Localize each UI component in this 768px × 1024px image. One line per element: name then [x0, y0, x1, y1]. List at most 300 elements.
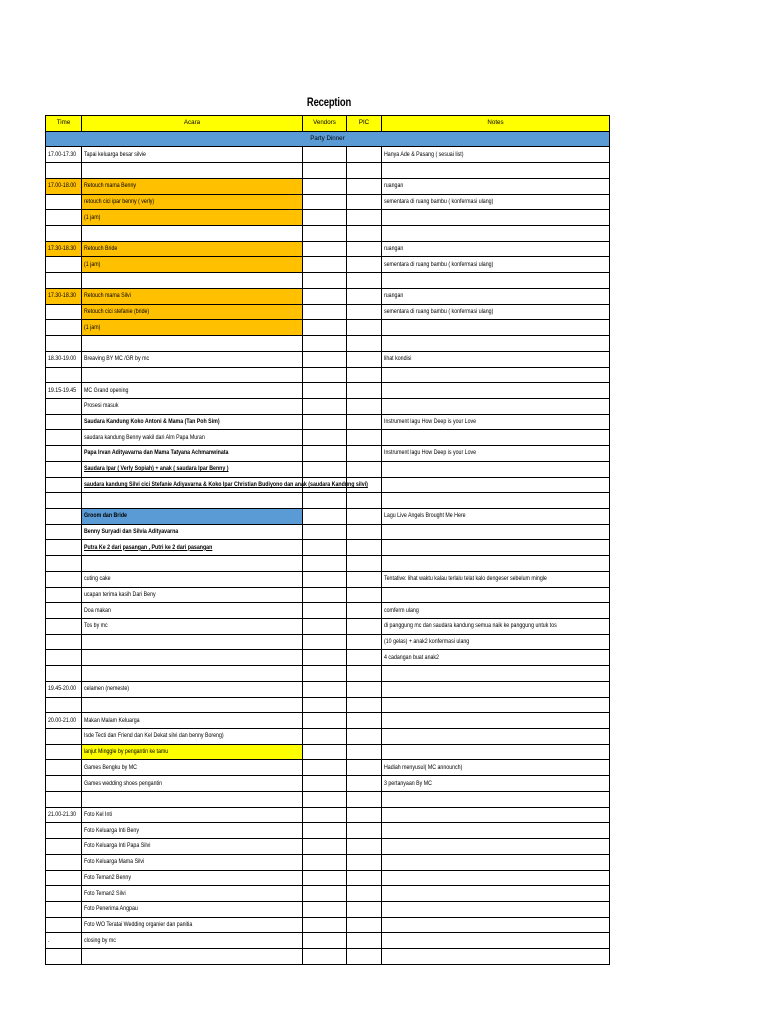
time-cell: . [46, 933, 82, 949]
time-cell [46, 839, 82, 855]
notes-cell [382, 744, 610, 760]
vendors-cell [303, 854, 347, 870]
notes-cell [382, 666, 610, 682]
pic-cell [347, 917, 382, 933]
vendors-cell [303, 414, 347, 430]
time-cell [46, 744, 82, 760]
acara-cell: Retouch mama Silvi [82, 288, 303, 304]
table-row [46, 713, 610, 729]
vendors-cell [303, 147, 347, 163]
time-cell: 17.00-18.00 [46, 178, 82, 194]
table-row [46, 933, 610, 949]
page-title: Reception [306, 97, 352, 109]
time-cell: 18.30-19.00 [46, 351, 82, 367]
table-row [46, 854, 610, 870]
time-cell [46, 194, 82, 210]
acara-cell: Foto Kel Inti [82, 807, 303, 823]
table-row [46, 807, 610, 823]
pic-cell [347, 760, 382, 776]
pic-cell [347, 713, 382, 729]
acara-cell: Makan Malam Keluarga [82, 713, 303, 729]
pic-cell [347, 886, 382, 902]
time-cell [46, 697, 82, 713]
table-row [46, 776, 610, 792]
table-row [46, 619, 610, 635]
time-cell [46, 461, 82, 477]
vendors-cell [303, 634, 347, 650]
time-cell [46, 901, 82, 917]
table-row [46, 163, 610, 179]
vendors-cell [303, 744, 347, 760]
pic-cell [347, 556, 382, 572]
acara-cell: Groom dan Bride [82, 508, 303, 524]
notes-cell [382, 886, 610, 902]
acara-cell: cuting cake [82, 571, 303, 587]
pic-cell [347, 273, 382, 289]
pic-cell [347, 666, 382, 682]
time-cell [46, 367, 82, 383]
vendors-cell [303, 226, 347, 242]
vendors-cell [303, 163, 347, 179]
acara-cell [82, 163, 303, 179]
schedule-table [45, 115, 610, 965]
notes-cell: comferm ulang [382, 603, 610, 619]
pic-cell [347, 304, 382, 320]
time-cell [46, 477, 82, 493]
notes-cell [382, 901, 610, 917]
time-cell [46, 398, 82, 414]
table-row [46, 351, 610, 367]
acara-cell [82, 634, 303, 650]
pic-cell [347, 540, 382, 556]
notes-cell [382, 383, 610, 399]
pic-cell [347, 414, 382, 430]
table-row [46, 760, 610, 776]
vendors-cell [303, 430, 347, 446]
table-row [46, 210, 610, 226]
acara-cell: Prosesi masuk [82, 398, 303, 414]
time-cell [46, 634, 82, 650]
time-cell: 17.30-18.30 [46, 288, 82, 304]
notes-cell: ruangan [382, 288, 610, 304]
table-row [46, 650, 610, 666]
notes-cell [382, 461, 610, 477]
time-cell [46, 304, 82, 320]
notes-cell [382, 477, 610, 493]
notes-cell: 3 pertanyaan By MC [382, 776, 610, 792]
vendors-cell [303, 257, 347, 273]
notes-cell [382, 430, 610, 446]
pic-cell [347, 257, 382, 273]
vendors-cell [303, 367, 347, 383]
pic-cell [347, 901, 382, 917]
section-row [46, 131, 610, 147]
acara-cell [82, 949, 303, 965]
table-row [46, 336, 610, 352]
vendors-cell [303, 288, 347, 304]
acara-cell: Retouch Bride [82, 241, 303, 257]
acara-cell: Foto Keluarga Mama Silvi [82, 854, 303, 870]
pic-cell [347, 351, 382, 367]
pic-cell [347, 241, 382, 257]
acara-cell: retouch cici ipar benny ( verly) [82, 194, 303, 210]
pic-cell [347, 508, 382, 524]
acara-cell: MC Grand opening [82, 383, 303, 399]
table-row [46, 917, 610, 933]
notes-cell [382, 524, 610, 540]
time-cell [46, 949, 82, 965]
table-row [46, 226, 610, 242]
time-cell [46, 556, 82, 572]
table-row [46, 147, 610, 163]
time-cell [46, 524, 82, 540]
table-row [46, 304, 610, 320]
table-row [46, 886, 610, 902]
acara-cell: Games wedding shoes pengantin [82, 776, 303, 792]
time-cell [46, 823, 82, 839]
acara-cell: Foto Keluarga Inti Beny [82, 823, 303, 839]
notes-cell: ruangan [382, 178, 610, 194]
vendors-cell [303, 697, 347, 713]
notes-cell [382, 854, 610, 870]
notes-cell [382, 697, 610, 713]
table-row [46, 571, 610, 587]
notes-cell [382, 791, 610, 807]
time-cell [46, 257, 82, 273]
table-row [46, 839, 610, 855]
table-row [46, 823, 610, 839]
vendors-cell [303, 178, 347, 194]
vendors-cell [303, 917, 347, 933]
vendors-cell [303, 210, 347, 226]
vendors-cell [303, 807, 347, 823]
section-label: Party Dinner [46, 131, 610, 147]
table-row [46, 870, 610, 886]
notes-cell: (10 gelas) + anak2 konfermasi ulang [382, 634, 610, 650]
acara-cell: (1 jam) [82, 210, 303, 226]
table-row [46, 603, 610, 619]
acara-cell [82, 336, 303, 352]
pic-cell [347, 226, 382, 242]
time-cell [46, 587, 82, 603]
vendors-cell [303, 666, 347, 682]
acara-cell: (1 jam) [82, 257, 303, 273]
table-row [46, 681, 610, 697]
pic-cell [347, 744, 382, 760]
pic-cell [347, 194, 382, 210]
table-row [46, 446, 610, 462]
pic-cell [347, 210, 382, 226]
notes-cell: Tentative: lihat waktu kalau terlalu telat kalo dengeser sebelum mingle [382, 571, 610, 587]
vendors-cell [303, 351, 347, 367]
time-cell [46, 320, 82, 336]
time-cell [46, 446, 82, 462]
notes-cell [382, 681, 610, 697]
pic-cell [347, 571, 382, 587]
vendors-cell [303, 508, 347, 524]
header-acara: Acara [82, 116, 303, 132]
pic-cell [347, 430, 382, 446]
acara-cell: Saudara Ipar ( Verly Sopiah) + anak ( saudara Ipar Benny ) [82, 461, 303, 477]
notes-cell [382, 163, 610, 179]
notes-cell [382, 807, 610, 823]
pic-cell [347, 823, 382, 839]
table-row [46, 241, 610, 257]
vendors-cell [303, 556, 347, 572]
pic-cell [347, 933, 382, 949]
pic-cell [347, 807, 382, 823]
time-cell: 19.45-20.00 [46, 681, 82, 697]
pic-cell [347, 493, 382, 509]
time-cell [46, 729, 82, 745]
vendors-cell [303, 729, 347, 745]
notes-cell [382, 493, 610, 509]
notes-cell: Instrument lagu How Deep is your Love [382, 446, 610, 462]
time-cell [46, 650, 82, 666]
vendors-cell [303, 870, 347, 886]
vendors-cell [303, 791, 347, 807]
time-cell [46, 619, 82, 635]
vendors-cell [303, 571, 347, 587]
notes-cell: lihat kondisi [382, 351, 610, 367]
time-cell [46, 336, 82, 352]
vendors-cell [303, 398, 347, 414]
pic-cell [347, 461, 382, 477]
time-cell: 19.15-19.45 [46, 383, 82, 399]
acara-cell: Foto Teman2 Silvi [82, 886, 303, 902]
notes-cell: ruangan [382, 241, 610, 257]
notes-cell [382, 823, 610, 839]
pic-cell [347, 729, 382, 745]
vendors-cell [303, 446, 347, 462]
notes-cell [382, 320, 610, 336]
vendors-cell [303, 823, 347, 839]
acara-cell: Foto Keluarga Inti Papa Silvi [82, 839, 303, 855]
pic-cell [347, 587, 382, 603]
vendors-cell [303, 320, 347, 336]
table-row [46, 634, 610, 650]
acara-cell: Putra Ke 2 dari pasangan , Putri ke 2 dari pasangan [82, 540, 303, 556]
pic-cell [347, 650, 382, 666]
pic-cell [347, 870, 382, 886]
table-row [46, 194, 610, 210]
time-cell [46, 273, 82, 289]
vendors-cell [303, 886, 347, 902]
notes-cell [382, 713, 610, 729]
pic-cell [347, 320, 382, 336]
notes-cell [382, 917, 610, 933]
vendors-cell [303, 619, 347, 635]
time-cell [46, 870, 82, 886]
table-row [46, 430, 610, 446]
time-cell [46, 163, 82, 179]
pic-cell [347, 634, 382, 650]
time-cell [46, 776, 82, 792]
time-cell [46, 666, 82, 682]
acara-cell [82, 273, 303, 289]
pic-cell [347, 398, 382, 414]
vendors-cell [303, 273, 347, 289]
pic-cell [347, 697, 382, 713]
table-row [46, 666, 610, 682]
acara-cell [82, 666, 303, 682]
acara-cell: Papa Irvan Adityavarna dan Mama Tatyana Achmanwinata [82, 446, 303, 462]
time-cell [46, 414, 82, 430]
table-row [46, 367, 610, 383]
time-cell [46, 226, 82, 242]
table-row [46, 540, 610, 556]
pic-cell [347, 949, 382, 965]
pic-cell [347, 524, 382, 540]
header-time: Time [46, 116, 82, 132]
vendors-cell [303, 650, 347, 666]
vendors-cell [303, 524, 347, 540]
pic-cell [347, 854, 382, 870]
table-row [46, 524, 610, 540]
acara-cell: Foto Teman2 Benny [82, 870, 303, 886]
table-row [46, 257, 610, 273]
table-row [46, 729, 610, 745]
vendors-cell [303, 713, 347, 729]
time-cell [46, 210, 82, 226]
notes-cell [382, 587, 610, 603]
notes-cell: Instrument lagu How Deep is your Love [382, 414, 610, 430]
vendors-cell [303, 839, 347, 855]
pic-cell [347, 288, 382, 304]
pic-cell [347, 603, 382, 619]
time-cell [46, 508, 82, 524]
acara-cell: Foto WO Teratai Wedding organier dan panitia [82, 917, 303, 933]
notes-cell [382, 226, 610, 242]
time-cell [46, 493, 82, 509]
time-cell [46, 540, 82, 556]
vendors-cell [303, 493, 347, 509]
vendors-cell [303, 760, 347, 776]
vendors-cell [303, 304, 347, 320]
acara-cell [82, 226, 303, 242]
acara-cell: Saudara Kandung Koko Antoni & Mama (Tan Poh Sim) [82, 414, 303, 430]
time-cell [46, 791, 82, 807]
table-row [46, 414, 610, 430]
vendors-cell [303, 540, 347, 556]
time-cell: 20.00-21.00 [46, 713, 82, 729]
notes-cell [382, 949, 610, 965]
table-row [46, 178, 610, 194]
notes-cell [382, 336, 610, 352]
notes-cell: Lagu Live Angels Brought Me Here [382, 508, 610, 524]
time-cell [46, 571, 82, 587]
acara-cell: Retouch mama Benny [82, 178, 303, 194]
table-row [46, 461, 610, 477]
acara-cell [82, 697, 303, 713]
table-row [46, 398, 610, 414]
vendors-cell [303, 383, 347, 399]
pic-cell [347, 178, 382, 194]
acara-cell [82, 650, 303, 666]
notes-cell [382, 398, 610, 414]
pic-cell [347, 446, 382, 462]
header-row [46, 116, 610, 132]
acara-cell: (1 jam) [82, 320, 303, 336]
acara-cell: celamen (nemeste) [82, 681, 303, 697]
acara-cell [82, 556, 303, 572]
notes-cell [382, 729, 610, 745]
table-row [46, 477, 610, 493]
acara-cell: Foto Penerima Angpau [82, 901, 303, 917]
notes-cell: di panggung mc dan saudara kandung semua naik ke panggung untuk tos [382, 619, 610, 635]
table-row [46, 273, 610, 289]
time-cell [46, 917, 82, 933]
notes-cell [382, 367, 610, 383]
pic-cell [347, 619, 382, 635]
table-row [46, 697, 610, 713]
acara-cell: Tapai keluarga besar silvie [82, 147, 303, 163]
acara-cell [82, 367, 303, 383]
notes-cell [382, 210, 610, 226]
notes-cell: 4 cadangan buat anak2 [382, 650, 610, 666]
header-notes: Notes [382, 116, 610, 132]
notes-cell: sementara di ruang bambu ( konfermasi ulang) [382, 257, 610, 273]
notes-cell [382, 556, 610, 572]
vendors-cell [303, 776, 347, 792]
table-row [46, 744, 610, 760]
acara-cell: Games Bengku by MC [82, 760, 303, 776]
table-row [46, 288, 610, 304]
pic-cell [347, 147, 382, 163]
notes-cell [382, 273, 610, 289]
time-cell [46, 760, 82, 776]
time-cell [46, 603, 82, 619]
table-row [46, 320, 610, 336]
time-cell: 21.00-21.30 [46, 807, 82, 823]
pic-cell [347, 367, 382, 383]
acara-cell: Doa makan [82, 603, 303, 619]
pic-cell [347, 791, 382, 807]
vendors-cell [303, 949, 347, 965]
acara-cell [82, 493, 303, 509]
acara-cell: Benny Suryadi dan Silvia Adityavarna [82, 524, 303, 540]
notes-cell: Hadiah menyusul( MC announch) [382, 760, 610, 776]
table-row [46, 587, 610, 603]
pic-cell [347, 681, 382, 697]
header-vendors: Vendors [303, 116, 347, 132]
vendors-cell [303, 603, 347, 619]
notes-cell: Hanya Ade & Pasang ( sesuai list) [382, 147, 610, 163]
vendors-cell [303, 681, 347, 697]
pic-cell [347, 336, 382, 352]
notes-cell: sementara di ruang bambu ( konfermasi ulang) [382, 194, 610, 210]
table-row [46, 493, 610, 509]
acara-cell: lanjut Minggle by pengantin ke tamu [82, 744, 303, 760]
acara-cell: Retouch cici stefanie (bride) [82, 304, 303, 320]
acara-cell: saudara kandung Silvi cici Stefanie Adiyavarna & Koko Ipar Christian Budiyono dan anak (saudara Kandung silvi) [82, 477, 303, 493]
pic-cell [347, 383, 382, 399]
table-row [46, 383, 610, 399]
acara-cell: Breaving BY MC /GR by mc [82, 351, 303, 367]
notes-cell [382, 870, 610, 886]
pic-cell [347, 163, 382, 179]
notes-cell [382, 839, 610, 855]
vendors-cell [303, 933, 347, 949]
acara-cell [82, 791, 303, 807]
vendors-cell [303, 461, 347, 477]
acara-cell: ucapan terima kasih Dari Beny [82, 587, 303, 603]
notes-cell: sementara di ruang bambu ( konfermasi ulang) [382, 304, 610, 320]
time-cell: 17.00-17.30 [46, 147, 82, 163]
table-row [46, 791, 610, 807]
pic-cell [347, 839, 382, 855]
notes-cell [382, 933, 610, 949]
